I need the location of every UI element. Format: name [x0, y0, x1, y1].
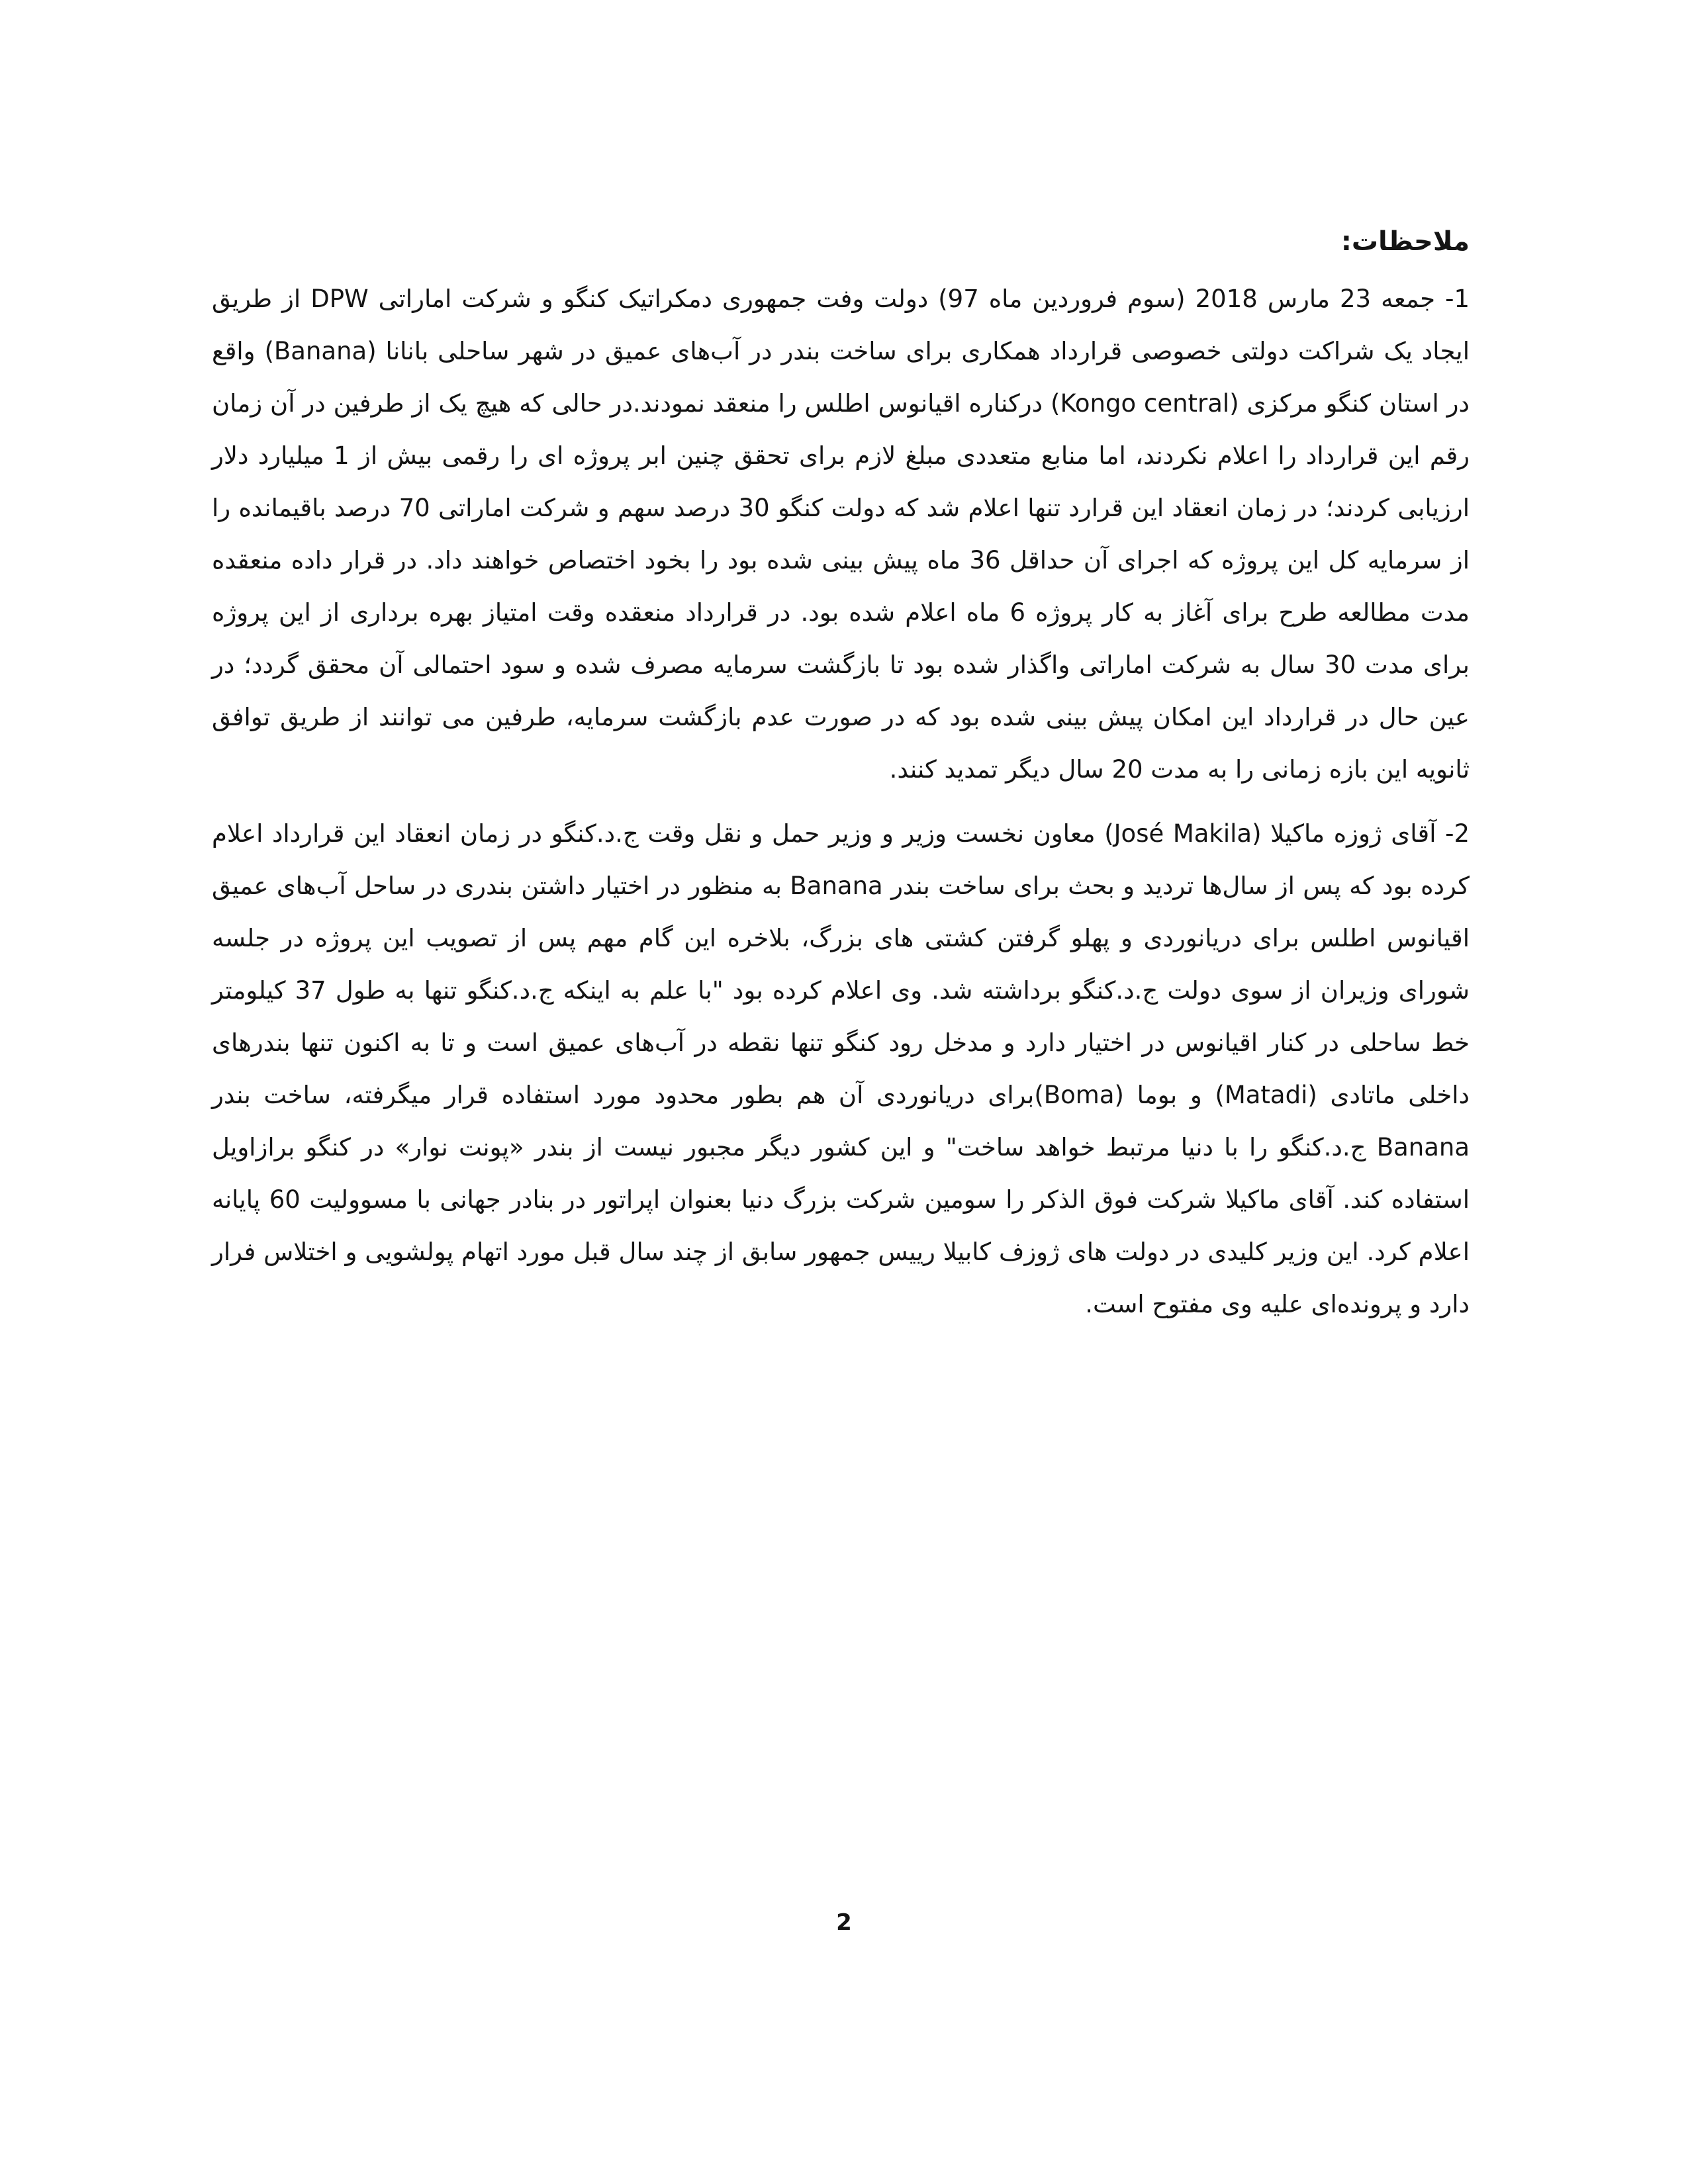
- paragraph-1: 1- جمعه 23 مارس 2018 (سوم فروردین ماه 97) دولت وفت جمهوری دمکراتیک کنگو و شرکت اماراتی DPW از طریق ایجاد یک شراکت دولتی خصوصی قرارداد همکاری برای ساخت بندر در آب‌های عمیق در شهر ساحلی بانانا (Banana) واقع در استان کنگو مرکزی (Kongo central) درکناره اقیانوس اطلس را منعقد نمودند.در حالی که هیچ یک از طرفین در آن زمان رقم این قرارداد را اعلام نکردند، اما منابع متعددی مبلغ لازم برای تحقق چنین ابر پروژه ای را رقمی بیش از 1 میلیارد دلار ارزیابی کردند؛ در زمان انعقاد این قرارد تنها اعلام شد که دولت کنگو 30 درصد سهم و شرکت اماراتی 70 درصد باقیمانده را از سرمایه کل این پروژه که اجرای آن حداقل 36 ماه پیش بینی شده بود را بخود اختصاص خواهند داد. در قرار داده منعقده مدت مطالعه طرح برای آغاز به کار پروژه 6 ماه اعلام شده بود. در قرارداد منعقده وقت امتیاز بهره برداری از این پروژه برای مدت 30 سال به شرکت اماراتی واگذار شده بود تا بازگشت سرمایه مصرف شده و سود احتمالی آن محقق گردد؛ در عین حال در قرارداد این امکان پیش بینی شده بود که در صورت عدم بازگشت سرمایه، طرفین می توانند از طریق توافق ثانویه این بازه زمانی را به مدت 20 سال دیگر تمدید کنند.: [212, 285, 1470, 784]
- notes-heading: ملاحظات:: [1340, 226, 1470, 257]
- paragraph-2: 2- آقای ژوزه ماکیلا (José Makila) معاون نخست وزیر و وزیر حمل و نقل وقت ج.د.کنگو در زمان انعقاد این قرارداد اعلام کرده بود که پس از سال‌ها تردید و بحث برای ساخت بندر Banana به منظور در اختیار داشتن بندری در ساحل آب‌های عمیق اقیانوس اطلس برای دریانوردی و پهلو گرفتن کشتی های بزرگ، بلاخره این گام مهم پس از تصویب این پروژه در جلسه شورای وزیران از سوی دولت ج.د.کنگو برداشته شد. وی اعلام کرده بود "با علم به اینکه ج.د.کنگو تنها به طول 37 کیلومتر خط ساحلی در کنار اقیانوس در اختیار دارد و مدخل رود کنگو تنها نقطه در آب‌های عمیق است و تا به اکنون تنها بندرهای داخلی ماتادی (Matadi) و بوما (Boma)برای دریانوردی آن هم بطور محدود مورد استفاده قرار میگرفته، ساخت بندر Banana ج.د.کنگو را با دنیا مرتبط خواهد ساخت" و این کشور دیگر مجبور نیست از بندر «پونت نوار» در کنگو برازاویل استفاده کند. آقای ماکیلا شرکت فوق الذکر را سومین شرکت بزرگ دنیا بعنوان اپراتور در بنادر جهانی با مسوولیت 60 پایانه اعلام کرد. این وزیر کلیدی در دولت های ژوزف کابیلا رییس جمهور سابق از چند سال قبل مورد اتهام پولشویی و اختلاس فرار دارد و پرونده‌ای علیه وی مفتوح است.: [212, 819, 1470, 1318]
- document-body: [212, 218, 1470, 1330]
- page-number: 2: [836, 1909, 852, 1936]
